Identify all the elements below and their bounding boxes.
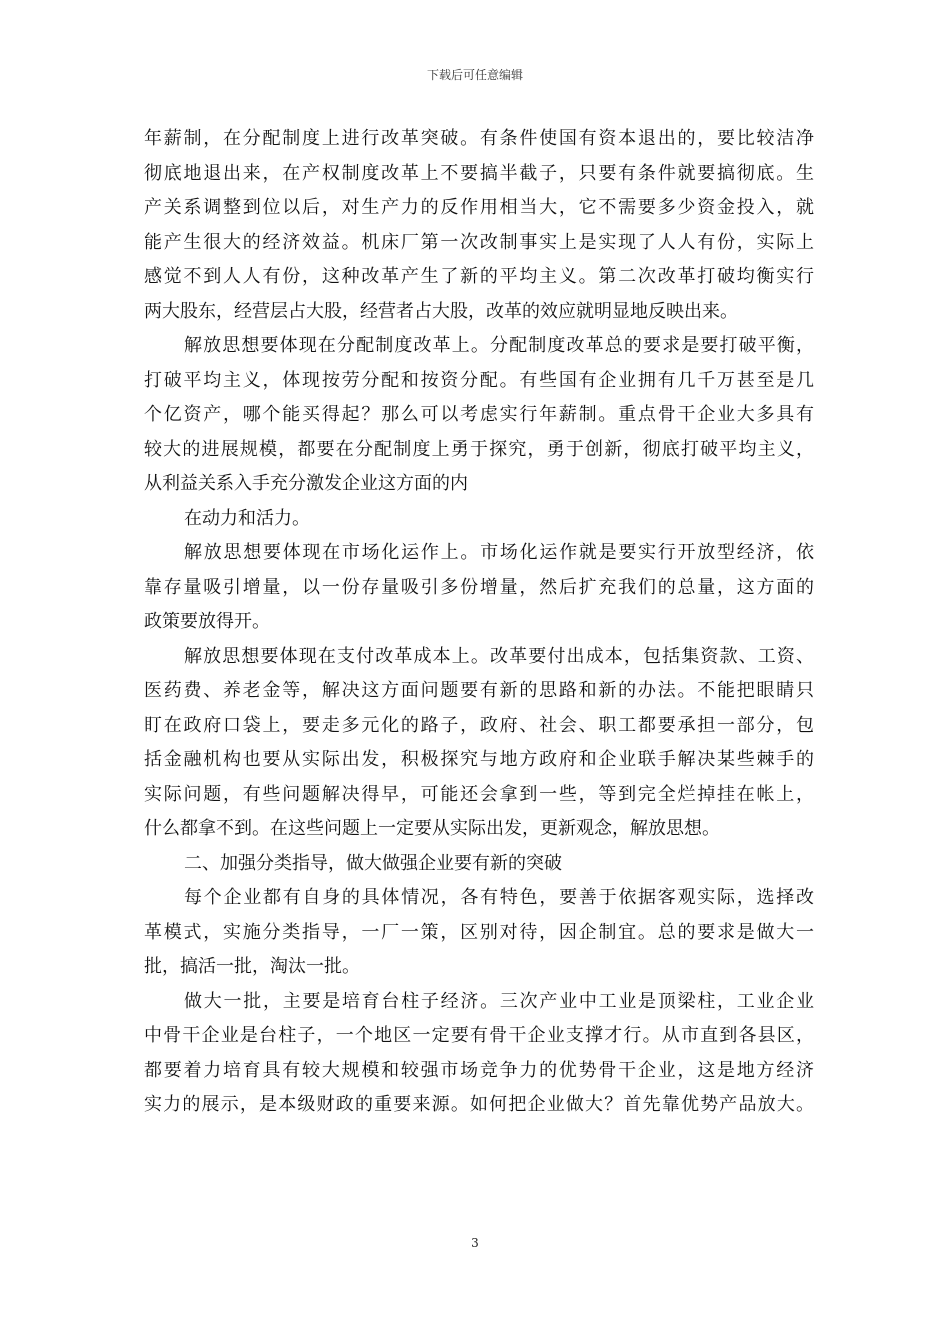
text-line: 在动力和活力。 (184, 507, 310, 529)
document-body (144, 122, 814, 1123)
text-line: 靠存量吸引增量，以一份存量吸引多份增量，然后扩充我们的总量，这方面的 (144, 576, 814, 598)
text-line: 做大一批，主要是培育台柱子经济。三次产业中工业是顶梁柱，工业企业 (184, 990, 814, 1012)
text-line: 每个企业都有自身的具体情况，各有特色，要善于依据客观实际，选择改 (184, 887, 814, 908)
text-line: 打破平均主义，体现按劳分配和按资分配。有些国有企业拥有几千万甚至是几 (144, 369, 814, 391)
text-line: 二、加强分类指导，做大做强企业要有新的突破 (184, 852, 562, 874)
text-line: 年薪制，在分配制度上进行改革突破。有条件使国有资本退出的，要比较洁净 (144, 128, 814, 149)
text-line: 从利益关系入手充分激发企业这方面的内 (144, 473, 468, 494)
text-line: 实际问题，有些问题解决得早，可能还会拿到一些，等到完全烂掉挂在帐上， (144, 783, 814, 805)
text-line: 解放思想要体现在市场化运作上。市场化运作就是要实行开放型经济，依 (184, 542, 814, 563)
text-line: 盯在政府口袋上，要走多元化的路子，政府、社会、职工都要承担一部分，包 (144, 714, 814, 736)
text-line: 批，搞活一批，淘汰一批。 (144, 956, 360, 977)
text-line: 什么都拿不到。在这些问题上一定要从实际出发，更新观念，解放思想。 (144, 818, 720, 839)
text-line: 括金融机构也要从实际出发，积极探究与地方政府和企业联手解决某些棘手的 (144, 749, 814, 770)
page-header: 下载后可任意编辑 (426, 68, 523, 82)
text-line: 革模式，实施分类指导，一厂一策，区别对待，因企制宜。总的要求是做大一 (144, 921, 814, 943)
text-line: 中骨干企业是台柱子，一个地区一定要有骨干企业支撑才行。从市直到各县区， (144, 1025, 814, 1046)
text-line: 较大的进展规模，都要在分配制度上勇于探究，勇于创新，彻底打破平均主义， (144, 438, 814, 460)
text-line: 彻底地退出来，在产权制度改革上不要搞半截子，只要有条件就要搞彻底。生 (144, 162, 814, 184)
text-line: 医药费、养老金等，解决这方面问题要有新的思路和新的办法。不能把眼睛只 (144, 680, 814, 701)
text-line: 解放思想要体现在支付改革成本上。改革要付出成本，包括集资款、工资、 (184, 645, 814, 667)
text-line: 两大股东，经营层占大股，经营者占大股，改革的效应就明显地反映出来。 (144, 300, 738, 322)
text-line: 个亿资产，哪个能买得起？那么可以考虑实行年薪制。重点骨干企业大多具有 (144, 404, 814, 425)
text-line: 解放思想要体现在分配制度改革上。分配制度改革总的要求是要打破平衡， (184, 335, 814, 356)
text-line: 能产生很大的经济效益。机床厂第一次改制事实上是实现了人人有份，实际上 (144, 231, 814, 253)
text-line: 政策要放得开。 (144, 611, 270, 632)
text-line: 产关系调整到位以后，对生产力的反作用相当大，它不需要多少资金投入，就 (144, 197, 814, 218)
text-line: 都要着力培育具有较大规模和较强市场竞争力的优势骨干企业，这是地方经济 (144, 1059, 814, 1081)
text-line: 实力的展示，是本级财政的重要来源。如何把企业做大？首先靠优势产品放大。 (144, 1094, 814, 1115)
page-number: 3 (471, 1236, 479, 1250)
text-line: 感觉不到人人有份，这种改革产生了新的平均主义。第二次改革打破均衡实行 (144, 266, 814, 287)
